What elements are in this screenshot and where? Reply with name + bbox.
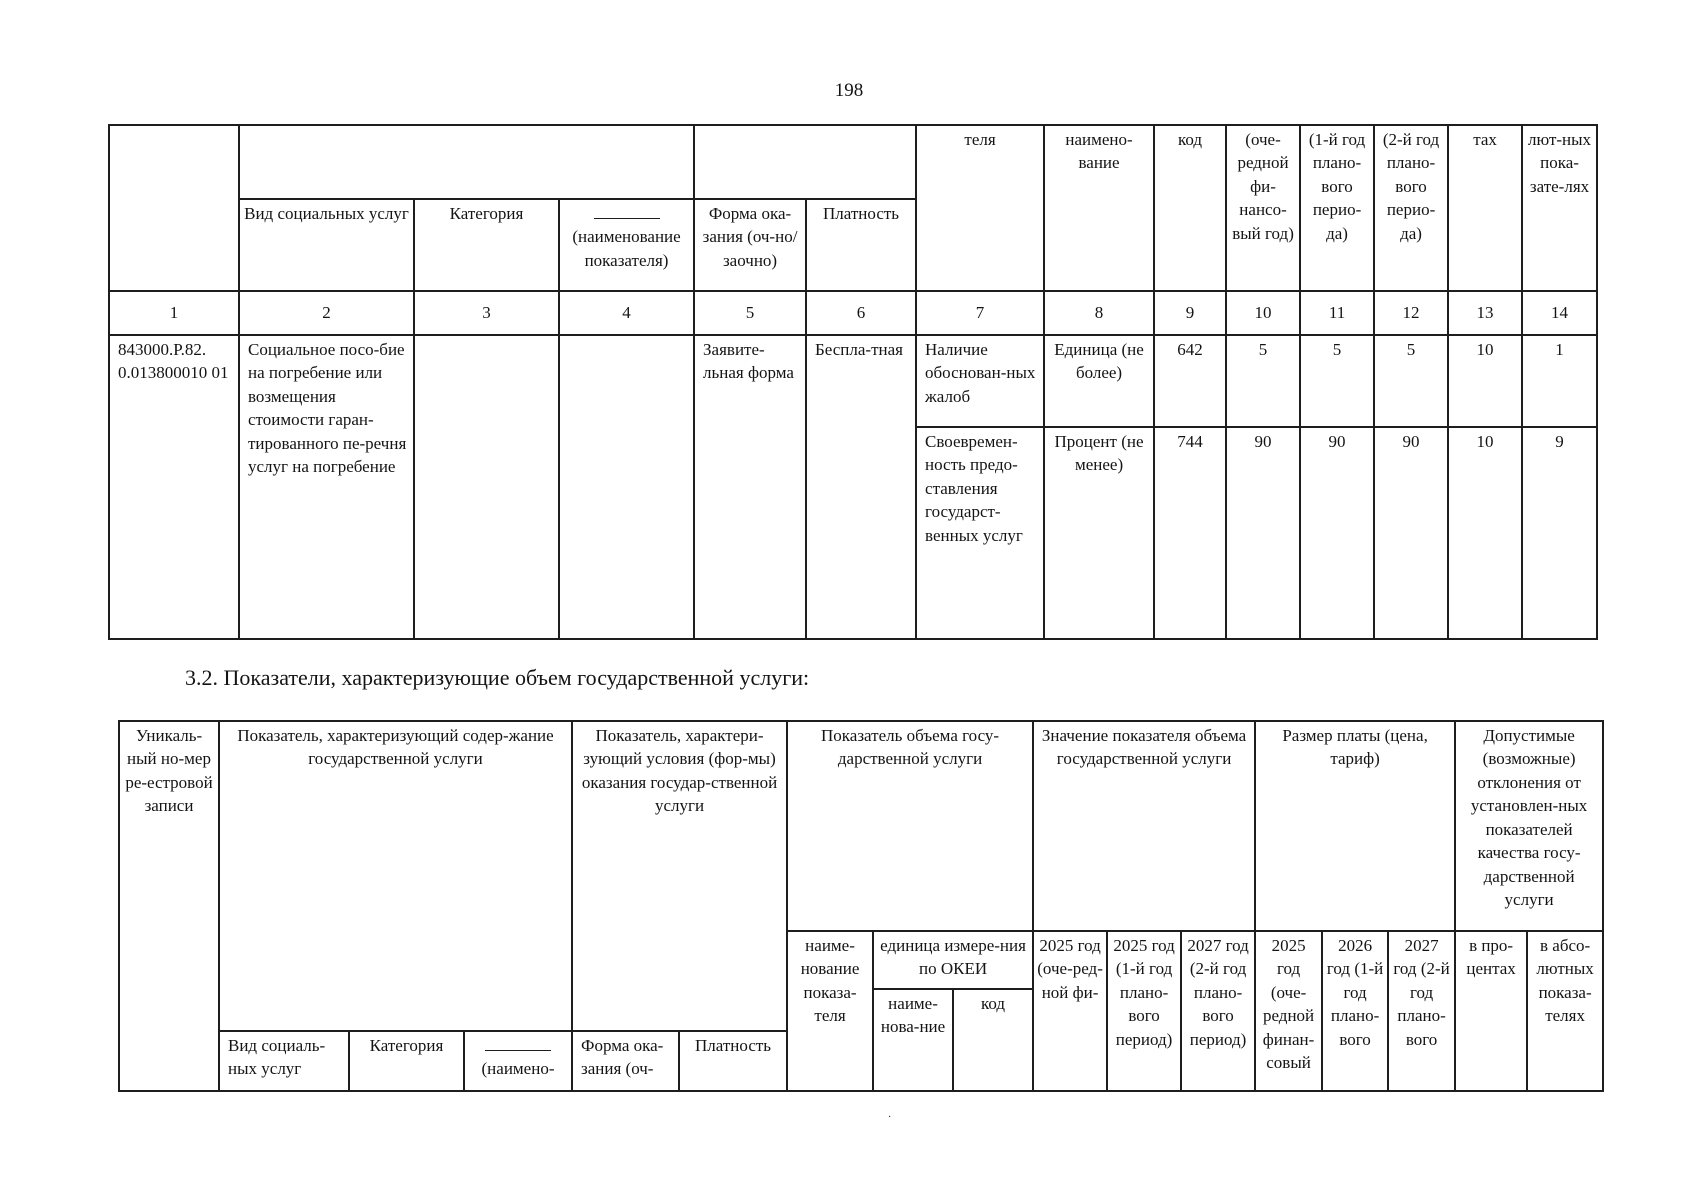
header-conditions-group <box>694 125 916 199</box>
year-2025-plan: 2025 год (1-й год плано-вого период) <box>1107 931 1181 1091</box>
record-category <box>414 335 559 639</box>
record-service: Социальное посо-бие на погребение или возмещения стоимости гаран-тированного пе-речня услуг на погребение <box>239 335 414 639</box>
blank-line <box>594 202 660 219</box>
col-number: 10 <box>1226 291 1300 335</box>
col-number: 11 <box>1300 291 1374 335</box>
value-current: 5 <box>1226 335 1300 427</box>
header-col6: Платность <box>806 199 916 291</box>
header-col13: тах <box>1448 125 1522 291</box>
col-number: 14 <box>1522 291 1597 335</box>
record-id: 843000.Р.82. 0.013800010 01 <box>109 335 239 639</box>
header-unique-number: Уникаль-ный но-мер ре-естровой записи <box>119 721 219 1091</box>
record-indicator-name <box>559 335 694 639</box>
value-plan-1: 90 <box>1300 427 1374 639</box>
value-plan-2: 5 <box>1374 335 1448 427</box>
col-number: 7 <box>916 291 1044 335</box>
deviation-percent: в про-центах <box>1455 931 1527 1091</box>
scan-speck: · <box>888 1112 892 1123</box>
fee-2027: 2027 год (2-й год плано-вого <box>1388 931 1455 1091</box>
header-col7: теля <box>916 125 1044 291</box>
blank-line <box>485 1034 551 1051</box>
col-number: 3 <box>414 291 559 335</box>
header-content-group <box>239 125 694 199</box>
header-col3: Категория <box>414 199 559 291</box>
header-fee: Размер платы (цена, тариф) <box>1255 721 1455 931</box>
col-number: 4 <box>559 291 694 335</box>
header-volume-indicator: Показатель объема госу-дарственной услуги <box>787 721 1033 931</box>
deviation-absolute: в абсо-лютных показа-телях <box>1527 931 1603 1091</box>
value-plan-2: 90 <box>1374 427 1448 639</box>
indicator-code: 744 <box>1154 427 1226 639</box>
content-indicator-name: (наимено- <box>464 1031 572 1091</box>
header-col10: (оче-редной фи-нансо-вый год) <box>1226 125 1300 291</box>
quality-indicators-table <box>108 124 1598 640</box>
content-service-type: Вид социаль-ных услуг <box>219 1031 349 1091</box>
indicator-name: Своевремен-ность предо-ставления государст-венных услуг <box>916 427 1044 639</box>
value-current: 90 <box>1226 427 1300 639</box>
col-number: 6 <box>806 291 916 335</box>
conditions-form: Форма ока-зания (оч- <box>572 1031 679 1091</box>
conditions-payment: Платность <box>679 1031 787 1091</box>
sub-unit-name: наиме-нова-ние <box>873 989 953 1091</box>
header-deviation: Допустимые (возможные) отклонения от установлен-ных показателей качества госу-дарственной услуги <box>1455 721 1603 931</box>
col-number: 5 <box>694 291 806 335</box>
record-payment: Бесплa-тная <box>806 335 916 639</box>
indicator-unit: Единица (не более) <box>1044 335 1154 427</box>
sub-unit-okei: единица измере-ния по ОКЕИ <box>873 931 1033 989</box>
section-title: 3.2. Показатели, характеризующие объем государственной услуги: <box>185 665 810 690</box>
col-number: 8 <box>1044 291 1154 335</box>
indicator-code: 642 <box>1154 335 1226 427</box>
content-category: Категория <box>349 1031 464 1091</box>
year-2025-current: 2025 год (оче-ред-ной фи- <box>1033 931 1107 1091</box>
record-form: Заявите-льная форма <box>694 335 806 639</box>
header-col2: Вид социальных услуг <box>239 199 414 291</box>
sub-unit-code: код <box>953 989 1033 1091</box>
table-row <box>109 335 1597 427</box>
fee-2025: 2025 год (оче-редной финан-совый <box>1255 931 1322 1091</box>
header-col14: лют-ных пока-зате-лях <box>1522 125 1597 291</box>
col-number: 13 <box>1448 291 1522 335</box>
col-number: 1 <box>109 291 239 335</box>
indicator-name: Наличие обоснован-ных жалоб <box>916 335 1044 427</box>
year-2027-plan: 2027 год (2-й год плано-вого период) <box>1181 931 1255 1091</box>
fee-2026: 2026 год (1-й год плано-вого <box>1322 931 1388 1091</box>
page-number: 198 <box>834 80 864 101</box>
sub-indicator-name: наиме-нование показа-теля <box>787 931 873 1091</box>
col-number: 12 <box>1374 291 1448 335</box>
indicator-unit: Процент (не менее) <box>1044 427 1154 639</box>
deviation-abs: 1 <box>1522 335 1597 427</box>
header-col8: наимено-вание <box>1044 125 1154 291</box>
col-number: 2 <box>239 291 414 335</box>
header-col12: (2-й год плано-вого перио-да) <box>1374 125 1448 291</box>
header-col5: Форма ока-зания (оч-но/заочно) <box>694 199 806 291</box>
header-conditions-indicator: Показатель, характери-зующий условия (фор-мы) оказания государ-ственной услуги <box>572 721 787 1031</box>
deviation-pct: 10 <box>1448 427 1522 639</box>
header-volume-value: Значение показателя объема государственной услуги <box>1033 721 1255 931</box>
header-content-indicator: Показатель, характеризующий содер-жание государственной услуги <box>219 721 572 1031</box>
value-plan-1: 5 <box>1300 335 1374 427</box>
deviation-pct: 10 <box>1448 335 1522 427</box>
deviation-abs: 9 <box>1522 427 1597 639</box>
header-col11: (1-й год плано-вого перио-да) <box>1300 125 1374 291</box>
header-col4: (наименование показателя) <box>559 199 694 291</box>
header-col9: код <box>1154 125 1226 291</box>
col-number: 9 <box>1154 291 1226 335</box>
volume-indicators-table <box>118 720 1604 1092</box>
column-number-row <box>109 291 1597 335</box>
header-col1 <box>109 125 239 291</box>
